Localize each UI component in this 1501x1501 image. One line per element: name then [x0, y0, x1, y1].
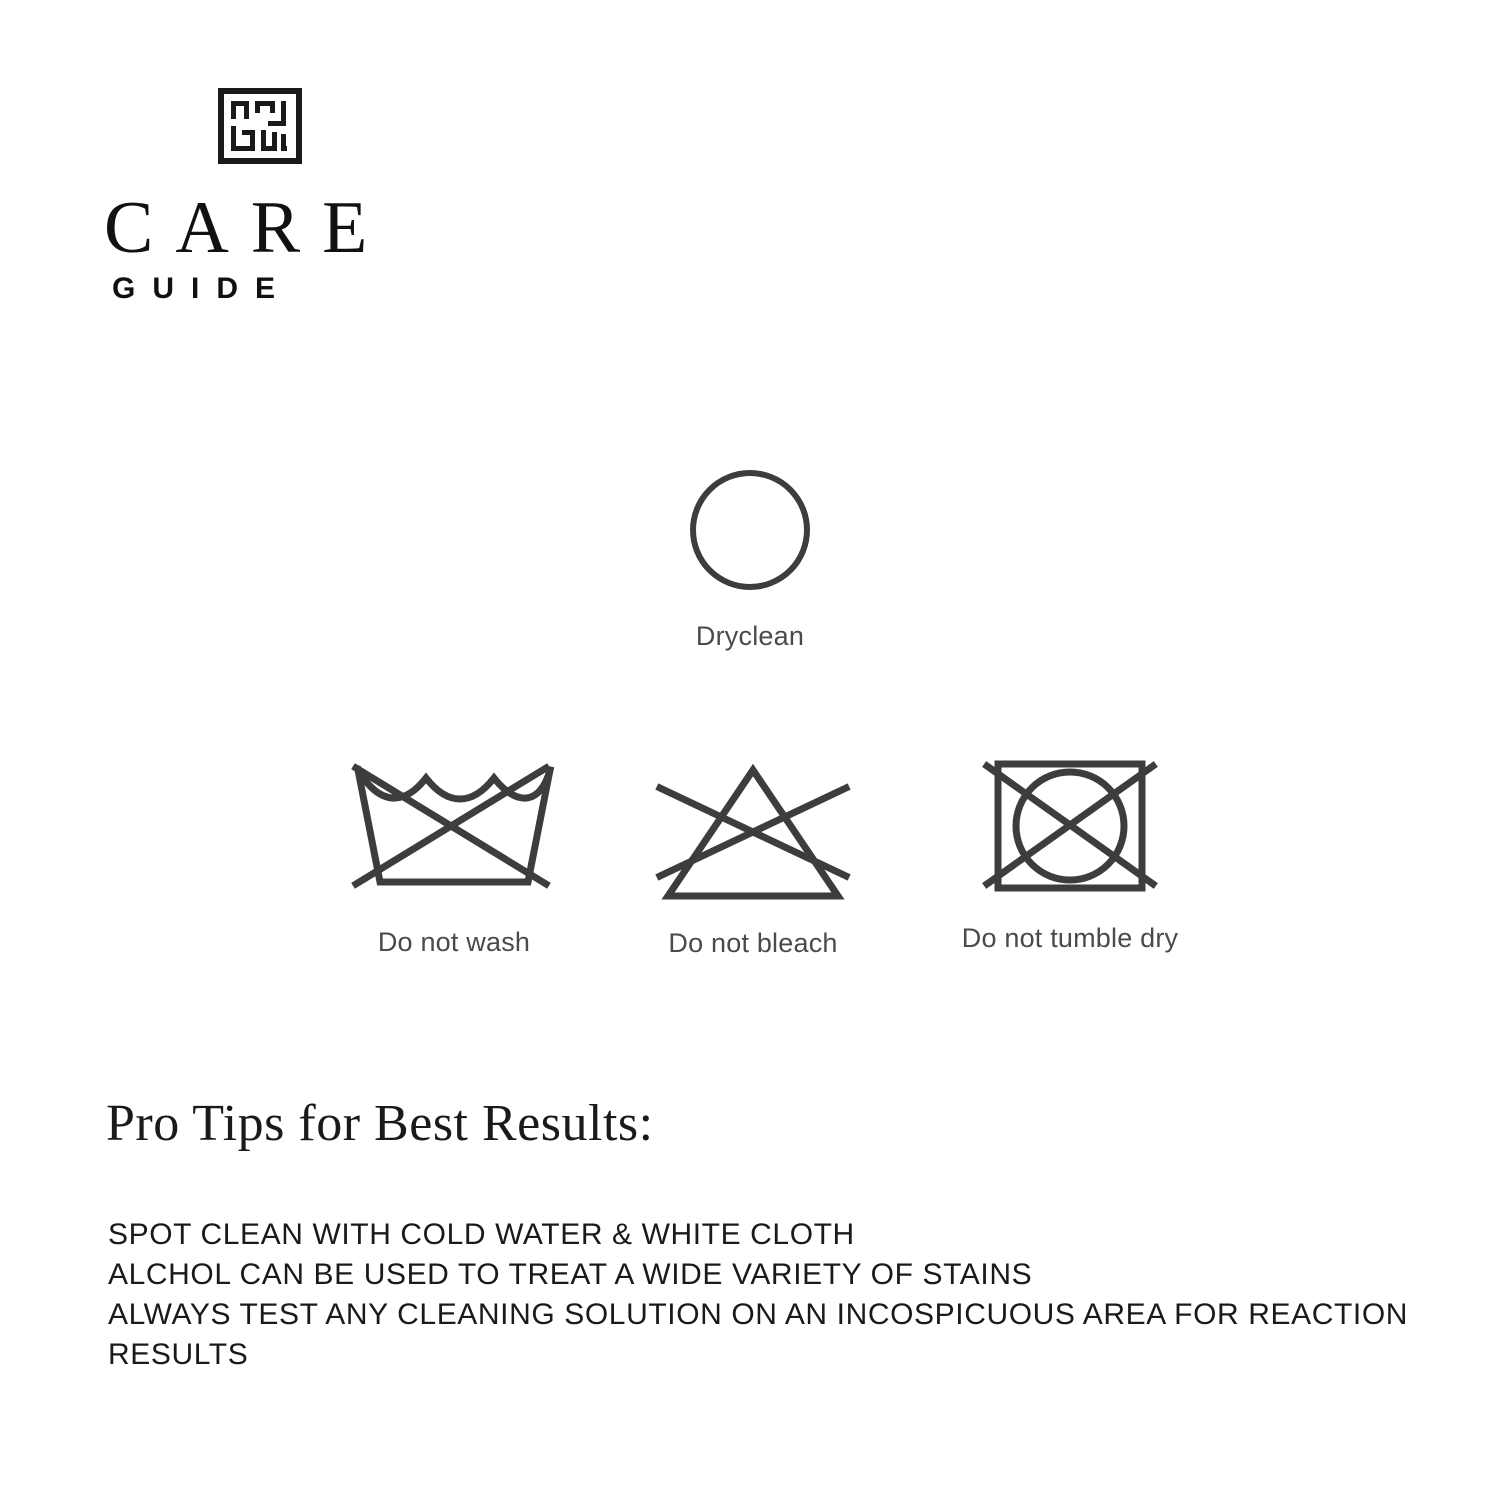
- care-symbol-do-not-bleach: [620, 748, 886, 959]
- care-symbol-do-not-wash: [318, 748, 590, 958]
- care-symbol-do-not-tumble-dry: [915, 748, 1225, 954]
- care-symbol-caption: Do not bleach: [668, 928, 838, 958]
- protips-line: SPOT CLEAN WITH COLD WATER & WHITE CLOTH: [108, 1218, 855, 1251]
- brand-logo-icon: [218, 88, 302, 164]
- care-symbol-caption: Dryclean: [695, 621, 805, 651]
- protips-list: [108, 1215, 1438, 1375]
- protips-line: ALWAYS TEST ANY CLEANING SOLUTION ON AN INCOSPICUOUS AREA FOR REACTION RESULTS: [108, 1298, 1409, 1371]
- page-title-care: CARE: [104, 187, 390, 269]
- crossed-square-circle-tumble-dry-icon: [915, 748, 1225, 898]
- crossed-wash-tub-icon: [318, 748, 590, 898]
- protips-line: ALCHOL CAN BE USED TO TREAT A WIDE VARIETY OF STAINS: [108, 1258, 1033, 1291]
- circle-dryclean-icon: [600, 468, 900, 598]
- page-title-guide: GUIDE: [112, 272, 293, 305]
- crossed-triangle-bleach-icon: [620, 748, 886, 913]
- care-symbol-caption: Do not tumble dry: [961, 923, 1179, 953]
- care-symbol-dryclean: [600, 468, 900, 652]
- protips-heading: Pro Tips for Best Results:: [106, 1095, 654, 1152]
- care-symbol-caption: Do not wash: [377, 927, 531, 957]
